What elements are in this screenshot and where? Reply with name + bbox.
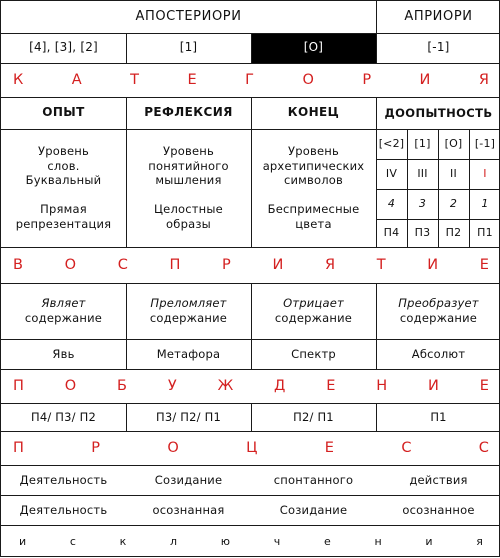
grid-r2-c2: III (417, 166, 428, 180)
section-letter: У (167, 378, 177, 394)
section-letter: В (13, 257, 23, 273)
section-letter: Е (324, 440, 334, 456)
perception-name-3: Спектр (291, 346, 336, 361)
category-title-opyt: ОПЫТ (42, 105, 85, 120)
header-index-1: [1] (179, 40, 198, 55)
section-protsess (1, 431, 500, 465)
grid-r1-c4: [-1] (474, 136, 496, 150)
grid-line (407, 129, 408, 247)
process-r2-c3: Созидание (279, 502, 348, 517)
grid-line (1, 465, 500, 466)
section-letter: А (71, 72, 82, 88)
grid-r1-c3: [O] (444, 136, 463, 150)
perception-verb-2: Преломляет содержание (149, 296, 228, 325)
grid-line (251, 33, 252, 63)
section-letter: Я (324, 257, 336, 273)
grid-line (376, 283, 377, 369)
grid-line (126, 283, 127, 369)
section-letter: Р (91, 440, 101, 456)
motivation-1: П4/ П3/ П2 (31, 409, 96, 424)
grid-r4-c4: П1 (477, 225, 493, 239)
section-letter: О (64, 257, 77, 273)
grid-r2-c3: II (450, 166, 457, 180)
section-letter: Р (222, 257, 231, 273)
section-letter: Т (376, 257, 386, 273)
grid-r2-c1: IV (385, 166, 398, 180)
opyt-form: Прямая репрезентация (15, 202, 112, 231)
process-r1-c2: Созидание (154, 472, 223, 487)
grid-line (438, 129, 439, 247)
grid-line (126, 33, 127, 63)
header-aposteriori: АПОСТЕРИОРИ (135, 8, 242, 24)
category-title-doopytnost: ДООПЫТНОСТЬ (384, 105, 493, 120)
section-letter: к (119, 535, 127, 548)
perception-verb-1: Являет содержание (24, 296, 103, 325)
grid-line (126, 403, 127, 431)
grid-line (376, 1, 377, 63)
refleksia-form: Целостные образы (154, 202, 223, 231)
grid-r4-c2: П3 (414, 225, 431, 239)
process-r1-c4: действия (409, 472, 468, 487)
opyt-level: Уровень слов. Буквальный (25, 143, 102, 188)
section-letter: О (167, 440, 179, 456)
section-letter: и (425, 535, 433, 548)
process-r1-c3: спонтанного (273, 472, 354, 487)
grid-r3-c4: 1 (481, 196, 489, 210)
process-r2-c2: осознанная (152, 502, 225, 517)
section-letter: ю (220, 535, 231, 548)
process-r2-c1: Деятельность (19, 502, 108, 517)
perception-verb-4: Преобразует содержание (398, 296, 479, 325)
category-title-konets: КОНЕЦ (287, 105, 340, 120)
grid-r1-c1: [<2] (378, 136, 405, 150)
grid-r3-c1: 4 (387, 196, 396, 210)
section-letter: С (478, 440, 489, 456)
section-letter: ч (273, 535, 281, 548)
section-letter: Я (478, 72, 489, 88)
section-letter: Е (479, 378, 489, 394)
section-letter: Н (376, 378, 388, 394)
header-index-minus1: [-1] (427, 40, 450, 55)
section-letter: И (419, 72, 431, 88)
grid-r2-c4: I (483, 166, 487, 180)
section-letter: И (428, 378, 439, 394)
motivation-4: П1 (430, 409, 447, 424)
section-letter: е (323, 535, 331, 548)
header-index-zero: [O] (251, 33, 376, 63)
section-isklyuchenia (1, 525, 500, 558)
section-letter: л (170, 535, 178, 548)
section-letter: П (169, 257, 181, 273)
grid-line (1, 63, 500, 64)
grid-line (251, 403, 252, 431)
grid-line (469, 129, 470, 247)
section-letter: Е (479, 257, 489, 273)
section-letter: Ж (217, 378, 234, 394)
section-letter: С (117, 257, 128, 273)
category-title-refleksia: РЕФЛЕКСИЯ (144, 105, 233, 120)
grid-line (251, 283, 252, 369)
grid-r3-c3: 2 (449, 196, 458, 210)
grid-line (1, 431, 500, 432)
grid-line (376, 97, 377, 247)
grid-r4-c1: П4 (383, 225, 400, 239)
section-letter: Ц (246, 440, 258, 456)
header-apriori: АПРИОРИ (404, 8, 473, 24)
process-r1-c1: Деятельность (19, 472, 108, 487)
section-letter: О (64, 378, 77, 394)
section-letter: О (302, 72, 314, 88)
grid-line (126, 97, 127, 247)
section-pobuzhdenie (1, 369, 500, 403)
section-letter: Р (362, 72, 372, 88)
section-letter: И (272, 257, 284, 273)
section-letter: С (401, 440, 412, 456)
grid-r1-c2: [1] (414, 136, 431, 150)
section-letter: с (69, 535, 76, 548)
section-letter: Е (326, 378, 336, 394)
grid-line (376, 403, 377, 431)
grid-line (1, 525, 500, 526)
section-letter: Б (117, 378, 127, 394)
section-letter: я (476, 535, 483, 548)
perception-name-4: Абсолют (411, 346, 466, 361)
grid-line (251, 97, 252, 247)
grid-r4-c3: П2 (445, 225, 462, 239)
section-letter: Т (130, 72, 140, 88)
grid-line (1, 369, 500, 370)
perception-verb-3: Отрицает содержание (274, 296, 353, 325)
section-letter: Е (187, 72, 197, 88)
motivation-2: П3/ П2/ П1 (156, 409, 221, 424)
motivation-3: П2/ П1 (293, 409, 334, 424)
section-letter: Д (274, 378, 286, 394)
header-index-aposteriori: [4], [3], [2] (29, 40, 98, 55)
section-letter: н (374, 535, 382, 548)
section-kategoria (1, 63, 500, 97)
section-letter: Г (245, 72, 254, 88)
konets-level: Уровень архетипических символов (262, 143, 365, 188)
refleksia-level: Уровень понятийного мышления (148, 143, 229, 188)
section-letter: и (19, 535, 27, 548)
section-letter: П (13, 440, 24, 456)
section-letter: И (427, 257, 439, 273)
section-letter: П (13, 378, 24, 394)
process-r2-c4: осознанное (402, 502, 475, 517)
grid-line (1, 495, 500, 496)
grid-r3-c2: 3 (418, 196, 427, 210)
section-vospriyatie (1, 247, 500, 283)
perception-name-1: Явь (52, 346, 75, 361)
konets-form: Беспримесные цвета (267, 202, 360, 231)
perception-name-2: Метафора (156, 346, 221, 361)
section-letter: К (13, 72, 24, 88)
grid-line (1, 247, 500, 248)
